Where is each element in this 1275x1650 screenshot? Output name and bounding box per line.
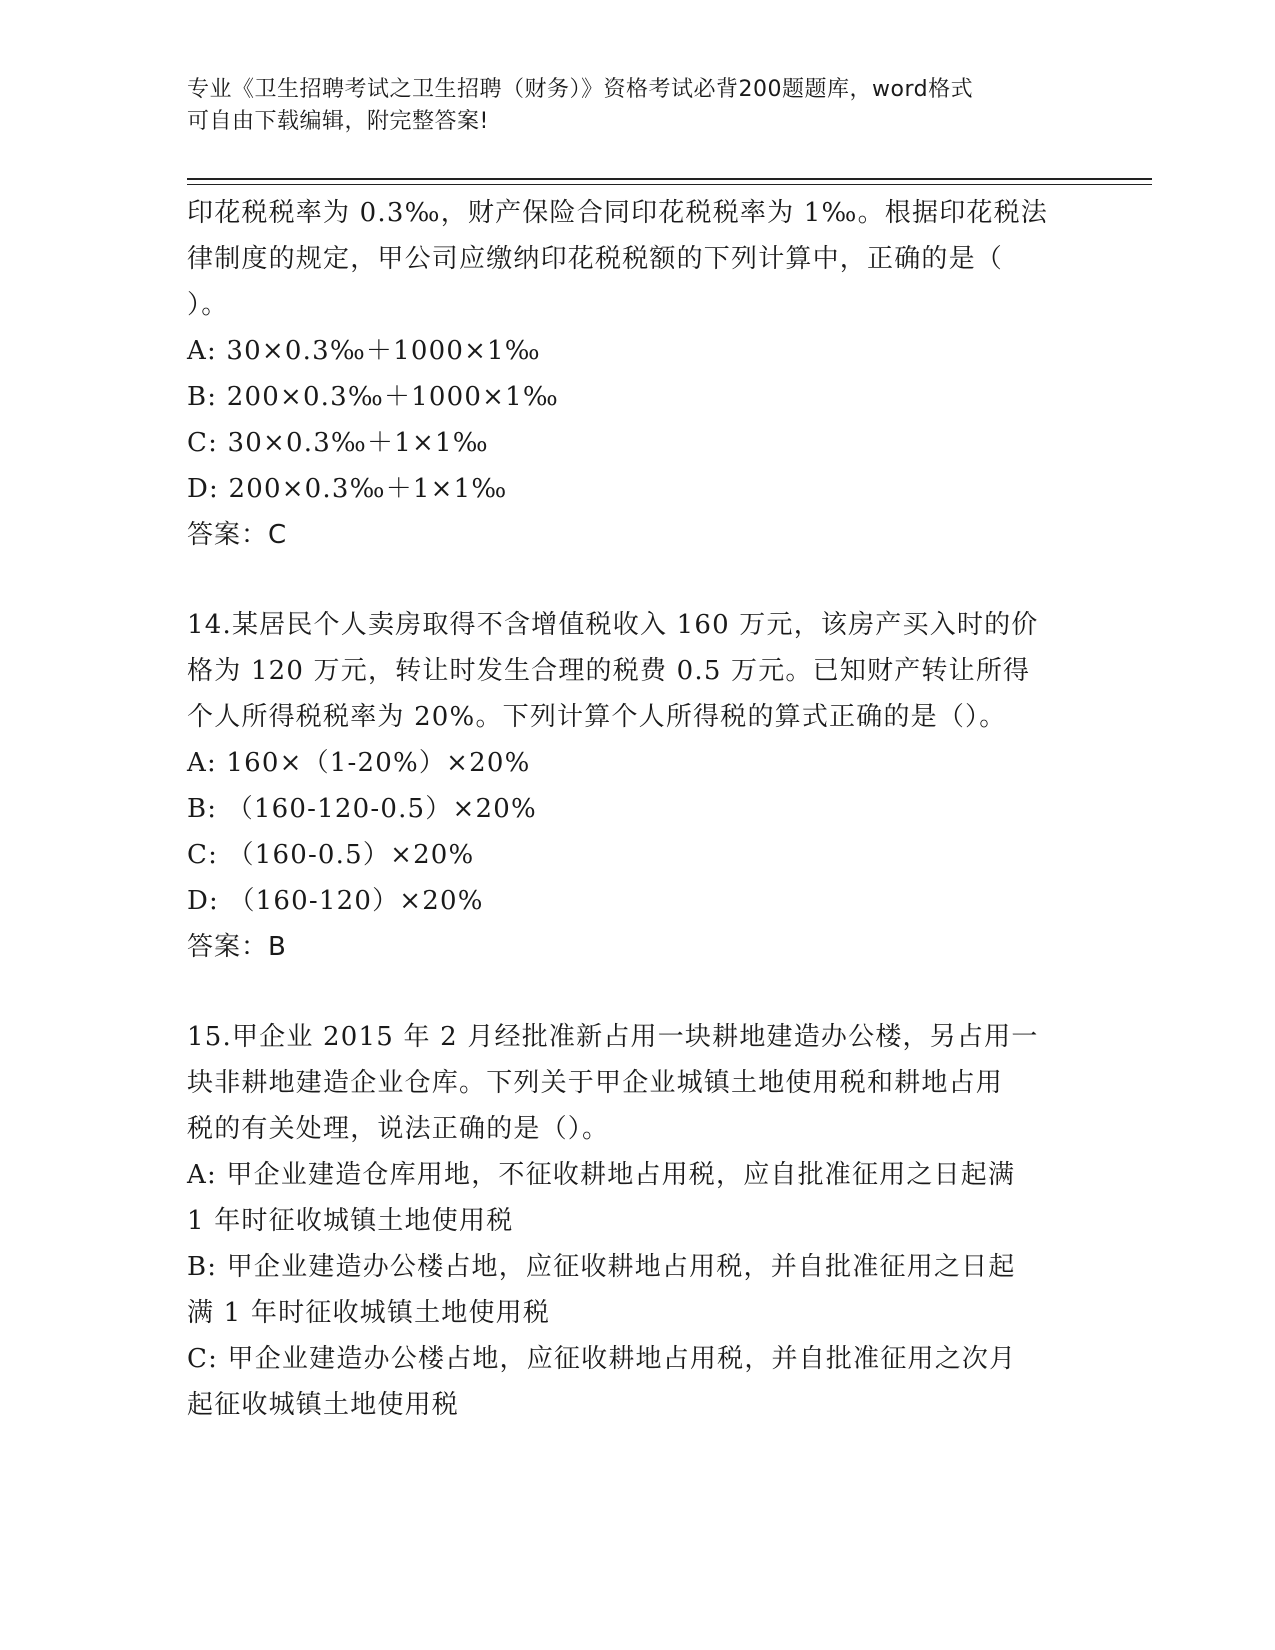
answer-label: 答案：B (187, 932, 287, 962)
option-a: A: 甲企业建造仓库用地，不征收耕地占用税，应自批准征用之日起满 (187, 1160, 1016, 1190)
question-stem-line: 个人所得税税率为 20%。下列计算个人所得税的算式正确的是（）。 (187, 702, 1007, 732)
header-title-line-2: 可自由下载编辑，附完整答案! (187, 109, 489, 134)
question-15 (187, 1014, 1087, 1428)
spacer (187, 558, 1087, 602)
header-title-line-1: 专业《卫生招聘考试之卫生招聘（财务）》资格考试必背200题题库，word格式 (187, 77, 974, 102)
question-stem-line: 格为 120 万元，转让时发生合理的税费 0.5 万元。已知财产转让所得 (187, 656, 1031, 686)
question-stem-line: ）。 (187, 290, 229, 320)
question-14 (187, 602, 1087, 970)
option-d: D: （160-120）×20% (187, 886, 484, 916)
option-b: B: 200×0.3‰＋1000×1‰ (187, 382, 559, 412)
option-c: C: 30×0.3‰＋1×1‰ (187, 428, 489, 458)
header-divider-thick (187, 178, 1152, 180)
option-b: B: （160-120-0.5）×20% (187, 794, 537, 824)
option-a: A: 160×（1-20%）×20% (187, 748, 531, 778)
question-stem-line: 律制度的规定，甲公司应缴纳印花税税额的下列计算中，正确的是（ (187, 244, 1004, 274)
question-stem-line: 14.某居民个人卖房取得不含增值税收入 160 万元，该房产买入时的价 (187, 610, 1039, 640)
option-c: C: 甲企业建造办公楼占地，应征收耕地占用税，并自批准征用之次月 (187, 1344, 1017, 1374)
option-c-continued: 起征收城镇土地使用税 (187, 1390, 460, 1420)
option-a-continued: 1 年时征收城镇土地使用税 (187, 1206, 514, 1236)
answer-label: 答案：C (187, 520, 288, 550)
question-13 (187, 190, 1087, 558)
option-b: B: 甲企业建造办公楼占地，应征收耕地占用税，并自批准征用之日起 (187, 1252, 1016, 1282)
header-divider-thin (187, 184, 1152, 185)
question-stem-line: 税的有关处理，说法正确的是（）。 (187, 1114, 610, 1144)
question-stem-line: 15.甲企业 2015 年 2 月经批准新占用一块耕地建造办公楼，另占用一 (187, 1022, 1039, 1052)
spacer (187, 970, 1087, 1014)
option-b-continued: 满 1 年时征收城镇土地使用税 (187, 1298, 551, 1328)
option-a: A: 30×0.3‰＋1000×1‰ (187, 336, 541, 366)
document-header (187, 74, 1067, 138)
option-d: D: 200×0.3‰＋1×1‰ (187, 474, 508, 504)
option-c: C: （160-0.5）×20% (187, 840, 475, 870)
question-stem-line: 块非耕地建造企业仓库。下列关于甲企业城镇土地使用税和耕地占用 (187, 1068, 1004, 1098)
question-stem-line: 印花税税率为 0.3‰，财产保险合同印花税税率为 1‰。根据印花税法 (187, 198, 1048, 228)
question-body (187, 190, 1087, 1428)
